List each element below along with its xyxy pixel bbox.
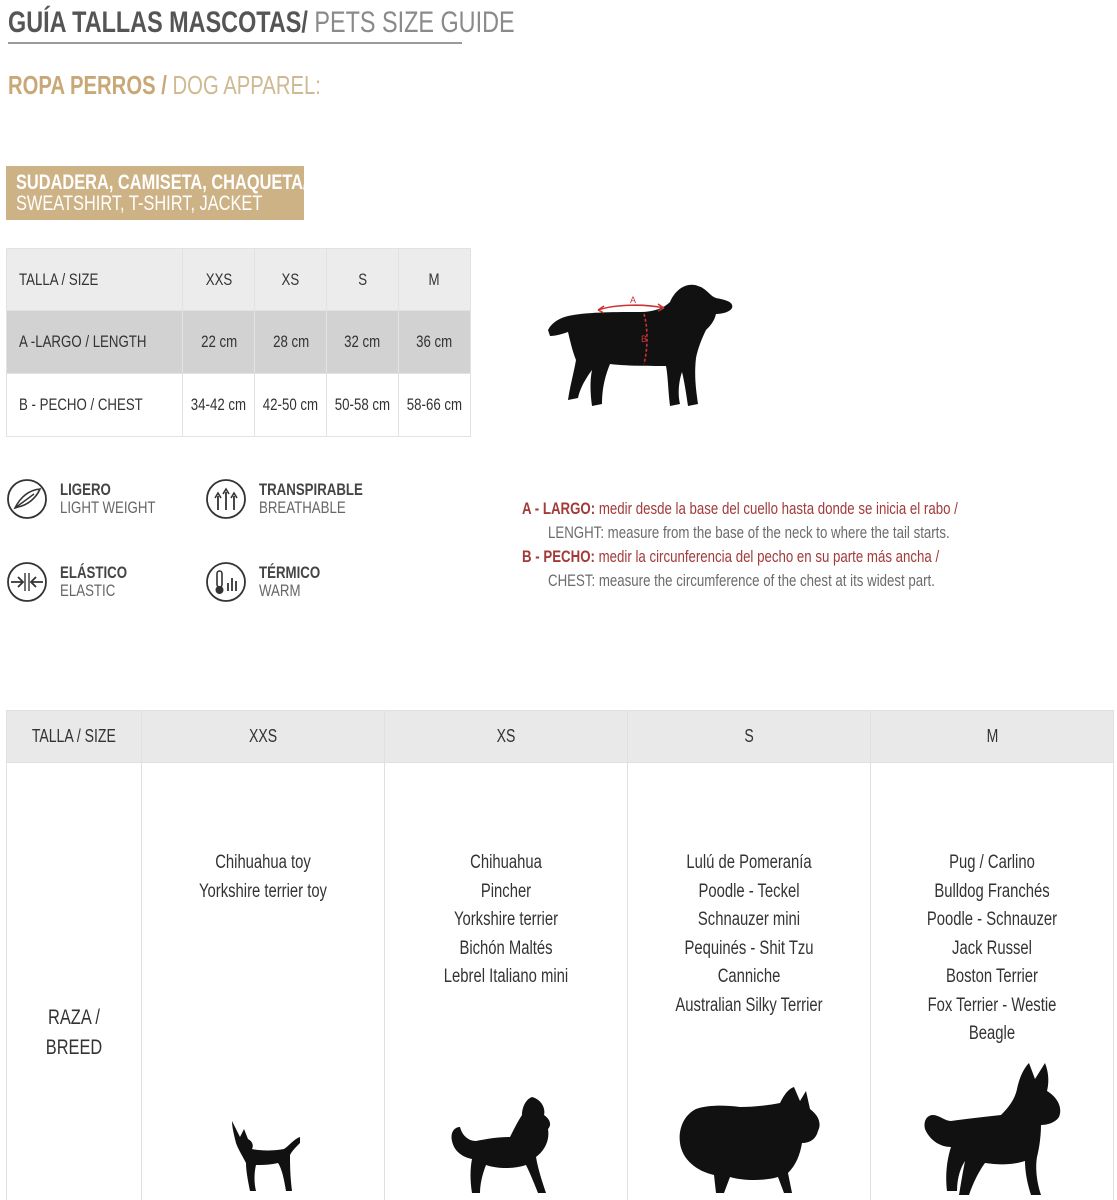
subtitle-en: DOG APPAREL: [166,70,321,100]
list-item: Chihuahua toy [215,852,311,873]
feather-icon [6,478,48,520]
feature-elastic [6,561,146,603]
cell: 34-42 cm [191,395,247,414]
cell: 36 cm [416,332,453,351]
cell: 42-50 cm [263,395,319,414]
title-es: GUÍA TALLAS MASCOTAS/ [8,6,308,39]
breed-row-label: RAZA / BREED [45,1006,103,1059]
feature-label-es: TRANSPIRABLE [259,480,363,499]
breed-list-s [628,763,870,1020]
size-header-xs: XS [281,269,300,289]
list-item: Yorkshire terrier toy [199,880,327,902]
subtitle-es: ROPA PERROS / [8,70,167,100]
note-b-es: medir la circunferencia del pecho en su parte más ancha / [594,547,940,566]
dog-measurement-diagram [546,278,738,412]
cell: 50-58 cm [334,395,391,414]
feature-label-es: LIGERO [60,480,111,499]
list-item: Pequinés - Shit Tzu [684,937,814,959]
feature-breathable [205,478,392,520]
row-label-length: A -LARGO / LENGTH [19,332,147,351]
list-item: Lebrel Italiano mini [443,966,569,987]
title-en: PETS SIZE GUIDE [307,6,515,39]
list-item: Poodle - Teckel [698,880,800,902]
list-item: Pug / Carlino [949,852,1035,873]
pomeranian-silhouette-icon [674,1083,824,1197]
note-b-title: B - PECHO: [522,547,595,566]
note-b-en-label: CHEST: [548,571,596,590]
cell: 32 cm [344,332,381,351]
diagram-label-b: B [641,334,648,344]
feature-label-es: TÉRMICO [259,563,321,582]
papillon-silhouette-icon [446,1093,566,1197]
list-item: Pincher [480,880,532,902]
breed-list-xs [385,763,627,992]
list-item: Fox Terrier - Westie [927,994,1057,1016]
note-a-es: medir desde la base del cuello hasta donde se inicia el rabo / [595,499,958,518]
size-header-xxs: XXS [205,269,233,289]
table-row [7,374,471,437]
page-title [8,4,515,44]
feature-label-es: ELÁSTICO [60,563,128,582]
garment-es: SUDADERA, CAMISETA, CHAQUETA/ [16,171,308,194]
french-bulldog-silhouette-icon [917,1059,1067,1199]
list-item: Jack Russel [952,937,1032,959]
measurement-notes [522,497,1112,593]
breed-list-xxs [142,763,384,906]
cell: 22 cm [200,332,237,351]
breed-table [6,710,1114,1200]
list-item: Bichón Maltés [459,937,553,959]
size-header-m: M [428,269,441,289]
list-item: Schnauzer mini [697,909,801,930]
size-table [6,248,471,437]
note-a-en: measure from the base of the neck to where the tail starts. [604,523,950,542]
feature-lightweight [6,478,182,520]
list-item: Chihuahua [470,852,542,873]
breed-header-xs: XS [496,726,516,746]
note-a-en-label: LENGHT: [548,523,605,542]
list-item: Yorkshire terrier [453,909,559,930]
breed-header-m: M [986,726,998,746]
breed-header-xxs: XXS [248,726,278,746]
breed-table-row [7,763,1114,1200]
garment-banner [6,166,308,220]
breed-list-m [871,763,1113,1049]
elastic-icon [6,561,48,603]
row-label-chest: B - PECHO / CHEST [19,395,143,414]
list-item: Bulldog Franchés [934,880,1050,902]
list-item: Canniche [717,966,781,987]
diagram-label-a: A [630,295,637,305]
feature-label-en: BREATHABLE [259,498,346,517]
list-item: Poodle - Schnauzer [926,909,1058,930]
table-row [7,311,471,374]
cell: 28 cm [272,332,309,351]
size-header-label: TALLA / SIZE [19,269,99,289]
section-subtitle [8,70,409,100]
thermometer-icon [205,561,247,603]
list-item: Australian Silky Terrier [675,994,823,1016]
garment-en: SWEATSHIRT, T-SHIRT, JACKET [16,192,263,215]
feature-warm [205,561,337,603]
size-table-header [7,249,471,311]
feature-label-en: WARM [259,581,301,600]
breathable-icon [205,478,247,520]
breed-header-label: TALLA / SIZE [31,726,117,746]
list-item: Boston Terrier [946,966,1038,987]
dog-silhouette [548,285,732,406]
cell: 58-66 cm [406,395,463,414]
size-header-s: S [358,269,368,289]
list-item: Lulú de Pomeranía [686,852,812,873]
feature-label-en: LIGHT WEIGHT [60,498,156,517]
feature-label-en: ELASTIC [60,581,116,600]
breed-header-s: S [744,726,754,746]
chihuahua-silhouette-icon [218,1115,308,1195]
note-b-en: measure the circumference of the chest at its widest part. [595,571,935,590]
note-a-title: A - LARGO: [522,499,596,518]
list-item: Beagle [968,1023,1016,1044]
breed-table-header [7,711,1114,763]
